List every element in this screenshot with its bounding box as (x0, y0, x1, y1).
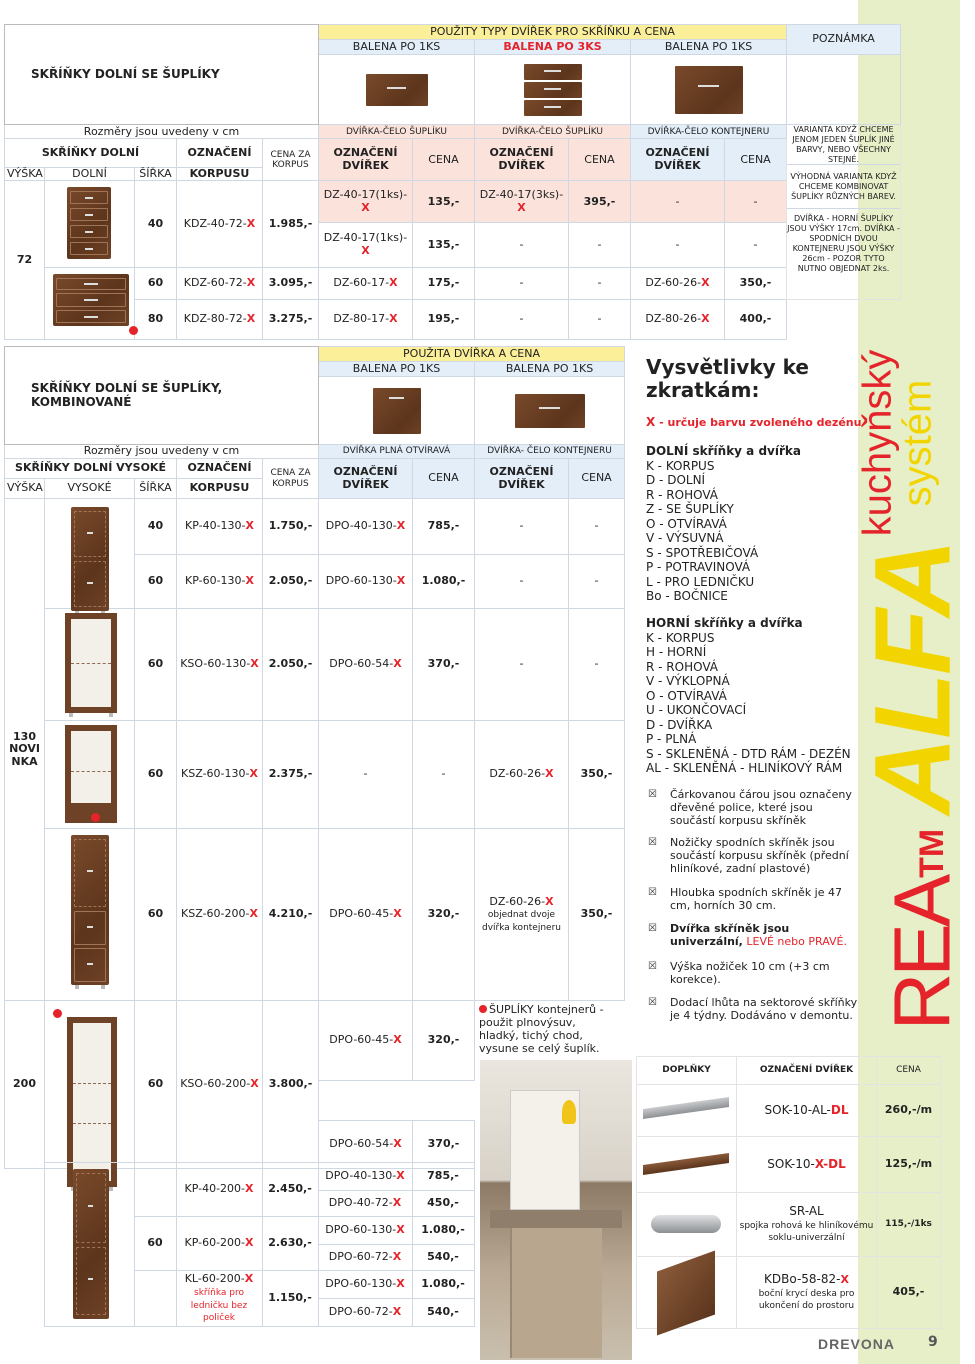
checkbox-icon: ☒ (648, 923, 657, 934)
dopl-r2-price: 115,-/1ks (877, 1193, 941, 1257)
t2-r0-p2: - (569, 499, 625, 555)
t2-r0-p1: 785,- (413, 499, 475, 555)
t1-r3-d2: - (475, 299, 569, 339)
legend-x: X - určuje barvu zvoleného dezénu (646, 415, 862, 429)
plinth-al-image (643, 1097, 729, 1119)
checkbox-icon: ☒ (648, 961, 657, 972)
cabinet-kso-130 (65, 613, 117, 713)
checkbox-icon: ☒ (648, 837, 657, 848)
t2-r3-p1: - (413, 721, 475, 829)
t1-r1-p1: 135,- (413, 223, 475, 267)
cabinet-kp-200 (73, 1169, 109, 1319)
t1-r0-d3: - (631, 181, 725, 223)
t1-col-a: DVÍŘKA-ČELO ŠUPLÍKU (319, 125, 475, 139)
drevona-logo: DREVONA (818, 1336, 896, 1352)
t3-r10-kp: 1.150,- (262, 1271, 318, 1327)
t2-r7-p1: 370,- (413, 1121, 475, 1169)
cabinet-ksz-200 (71, 835, 109, 985)
legend-note-2: ☒ Nožičky spodních skříněk jsou součástí korpusu skříněk (přední hliníkové, zadní plastové) (648, 836, 849, 875)
t1-cena-c: CENA (725, 139, 787, 181)
t2-r1-d1: DPO-60-130-X (319, 555, 413, 609)
t1-r1-p3: - (725, 223, 787, 267)
t1-r1-d1: DZ-40-17(1ks)-X (319, 223, 413, 267)
door-container (675, 66, 743, 114)
t1-r2-p1: 175,- (413, 267, 475, 299)
t2-vysoke: VYSOKÉ (45, 479, 135, 499)
t2-r5-p1: 320,- (413, 1001, 475, 1081)
t1-r3-kp: 3.275,- (263, 299, 319, 339)
t3-r8-d1: DPO-40-130-X (318, 1163, 412, 1191)
t1-dolni: DOLNÍ (45, 167, 135, 181)
checkbox-icon: ☒ (648, 789, 657, 800)
dopl-r0-name: SOK-10-AL-DL (737, 1085, 877, 1137)
t1-note-1: VARIANTA KDYŽ CHCEME JENOM JEDEN ŠUPLÍK JINÉ BARVY, NEBO VŠECHNY STEJNÉ. (787, 125, 900, 165)
t3-r8-p1: 785,- (412, 1163, 474, 1191)
plinth-x-image (643, 1153, 729, 1175)
page-number: 9 (928, 1334, 938, 1350)
t2-oznaceni: OZNAČENÍ (177, 459, 263, 479)
t2-r6-w: 60 (135, 1001, 177, 1169)
table-doplnky (636, 1056, 941, 1329)
t3-r10-k: KL-60-200-X skříňka pro ledničku bez poliček (176, 1271, 262, 1327)
t2-r1-p2: - (569, 555, 625, 609)
t2-balena-b: BALENA PO 1KS (475, 362, 625, 377)
t1-r1-d2: - (475, 223, 569, 267)
cabinet-kdz-40 (67, 187, 111, 259)
t2-r4-d1: DPO-60-45-X (319, 829, 413, 1001)
t1-height-72: 72 (5, 181, 45, 340)
t1-title: SKŘÍŇKY DOLNÍ SE ŠUPLÍKY (5, 25, 319, 125)
t1-r3-d1: DZ-80-17-X (319, 299, 413, 339)
t2-r0-kp: 1.750,- (263, 499, 319, 555)
t2-r7-d1: DPO-60-54-X (319, 1121, 413, 1169)
t2-title: SKŘÍŇKY DOLNÍ SE ŠUPLÍKY, KOMBINOVANÉ (5, 347, 319, 445)
t3-r10-p2: 540,- (412, 1299, 474, 1327)
t2-r6-k: KSO-60-200-X (177, 1001, 263, 1169)
t1-r2-d2: - (475, 267, 569, 299)
t3-r10-d2: DPO-60-72-X (318, 1299, 412, 1327)
kitchen-photo (480, 1060, 632, 1360)
t2-r1-kp: 2.050,- (263, 555, 319, 609)
dopl-r1-price: 125,-/m (877, 1137, 941, 1193)
dopl-r1-name: SOK-10-X-DL (737, 1137, 877, 1193)
t3-r9-p1: 1.080,- (412, 1217, 474, 1245)
t1-balena-3: BALENA PO 3KS (475, 40, 631, 55)
t2-r2-k: KSO-60-130-X (177, 609, 263, 721)
t2-r4-p2: 350,- (569, 829, 625, 1001)
t2-col-a: DVÍŘKA PLNÁ OTVÍRAVÁ (319, 445, 475, 459)
t1-r1-d3: - (631, 223, 725, 267)
table-vysoke-200 (4, 1162, 475, 1327)
t2-height-200: 200 (5, 1001, 45, 1169)
t3-r8-d2: DPO-40-72-X (318, 1191, 412, 1217)
t2-sirka: ŠÍŘKA (135, 479, 177, 499)
t3-r10-p1: 1.080,- (412, 1271, 474, 1299)
t1-r3-p2: - (569, 299, 631, 339)
t2-r2-d2: - (475, 609, 569, 721)
t1-ozn-c: OZNAČENÍ DVÍŘEK (631, 139, 725, 181)
t1-ozn-b: OZNAČENÍ DVÍŘEK (475, 139, 569, 181)
t1-cena-a: CENA (413, 139, 475, 181)
t2-r4-kp: 4.210,- (263, 829, 319, 1001)
t1-r3-w: 80 (135, 299, 177, 339)
t3-r8-p2: 450,- (412, 1191, 474, 1217)
side-panel-image (657, 1250, 715, 1335)
dopl-h3: CENA (877, 1057, 941, 1085)
t1-balena-1b: BALENA PO 1KS (631, 40, 787, 55)
t1-r0-d2: DZ-40-17(3ks)-X (475, 181, 569, 223)
legend-title: Vysvětlivky ke zkratkám: (646, 355, 809, 402)
t2-cena-b: CENA (569, 459, 625, 499)
t2-rozmery: Rozměry jsou uvedeny v cm (5, 445, 319, 459)
dopl-r3-name: KDBo-58-82-X boční krycí deska pro ukončení do prostoru (737, 1257, 877, 1329)
t1-sirka: ŠÍŘKA (135, 167, 177, 181)
t3-r9-kp: 2.630,- (262, 1217, 318, 1271)
t1-vyska: VÝŠKA (5, 167, 45, 181)
t1-r0-k: KDZ-40-72-X (177, 181, 263, 267)
t1-r3-d3: DZ-80-26-X (631, 299, 725, 339)
t2-r2-kp: 2.050,- (263, 609, 319, 721)
suplik-note: ŠUPLÍKY kontejnerů - použit plnovýsuv, hladký, tichý chod, vysune se celý šuplík. (479, 1003, 604, 1055)
t2-r3-d2: DZ-60-26-X (475, 721, 569, 829)
brand-logo (851, 349, 973, 1031)
marker-dot (129, 326, 138, 335)
legend-note-5: ☒ Výška nožiček 10 cm (+3 cm korekce). (648, 960, 830, 986)
legend-horni: HORNÍ skříňky a dvířka K - KORPUS H - HORNÍ R - ROHOVÁ V - VÝKLOPNÁ O - OTVÍRAVÁ U - UKONČOVACÍ D - DVÍŘKA P - PLNÁ S - SKLENĚNÁ - DTD RÁM - DEZÉN AL - SKLENĚNÁ - HLINÍKOVÝ RÁM (646, 616, 851, 775)
t2-r4-p1: 320,- (413, 829, 475, 1001)
door-container-2 (515, 394, 585, 428)
t1-note-3: DVÍŘKA - HORNÍ ŠUPLÍKY JSOU VÝŠKY 17cm. DVÍŘKA - SPODNÍCH DVOU KONTEJNERU JSOU VÝŠKY 26cm - POZOR TYTO NUTNO OBJEDNAT 2ks. (787, 214, 900, 274)
t1-r3-k: KDZ-80-72-X (177, 299, 263, 339)
t3-r9-d1: DPO-60-130-X (318, 1217, 412, 1245)
t1-r0-p1: 135,- (413, 181, 475, 223)
t1-r2-k: KDZ-60-72-X (177, 267, 263, 299)
t2-r3-kp: 2.375,- (263, 721, 319, 829)
t2-cena-za: CENA ZA KORPUS (263, 459, 319, 499)
t1-note-2: VÝHODNÁ VARIANTA KDYŽ CHCEME KOMBINOVAT ŠUPLÍKY RŮZNÝCH BAREV. (787, 165, 900, 209)
t2-r2-p1: 370,- (413, 609, 475, 721)
t3-r9-p2: 540,- (412, 1245, 474, 1271)
t2-col-b: DVÍŘKA- ČELO KONTEJNERU (475, 445, 625, 459)
t1-r2-d3: DZ-60-26-X (631, 267, 725, 299)
t1-rozmery: Rozměry jsou uvedeny v cm (5, 125, 319, 139)
brand-tm: TM (913, 828, 952, 878)
t2-r6-kp: 3.800,- (263, 1001, 319, 1169)
corner-joint-image (651, 1215, 721, 1233)
t2-ozn-b: OZNAČENÍ DVÍŘEK (475, 459, 569, 499)
t2-r3-w: 60 (135, 721, 177, 829)
checkbox-icon: ☒ (648, 887, 657, 898)
t2-r2-d1: DPO-60-54-X (319, 609, 413, 721)
t3-r8-kp: 2.450,- (262, 1163, 318, 1217)
marker-dot (91, 813, 100, 822)
t2-r3-p2: 350,- (569, 721, 625, 829)
t2-skrinky: SKŘÍŇKY DOLNÍ VYSOKÉ (5, 459, 177, 479)
t1-oznaceni: OZNAČENÍ (177, 139, 263, 167)
marker-dot (53, 1009, 62, 1018)
t1-r1-p2: - (569, 223, 631, 267)
t1-r2-w: 60 (135, 267, 177, 299)
t2-r1-d2: - (475, 555, 569, 609)
t2-vyska: VÝŠKA (5, 479, 45, 499)
legend-note-6: ☒ Dodací lhůta na sektorové skříňky je 4 týdny. Dodáváno v demontu. (648, 996, 858, 1022)
t2-r1-w: 60 (135, 555, 177, 609)
legend-note-3: ☒ Hloubka spodních skříněk je 47 cm, horních 30 cm. (648, 886, 842, 912)
brand-rea: REA (877, 877, 967, 1031)
t2-height-130: 130 NOVI NKA (5, 499, 45, 1001)
t1-note-header: POZNÁMKA (787, 25, 901, 55)
t2-r2-p2: - (569, 609, 625, 721)
dopl-r0-price: 260,-/m (877, 1085, 941, 1137)
brand-alfa: ALFA (851, 540, 973, 815)
t1-r0-d1: DZ-40-17(1ks)-X (319, 181, 413, 223)
t1-cena-b: CENA (569, 139, 631, 181)
t2-balena-a: BALENA PO 1KS (319, 362, 475, 377)
t2-r1-k: KP-60-130-X (177, 555, 263, 609)
t1-r2-p3: 350,- (725, 267, 787, 299)
checkbox-icon: ☒ (648, 997, 657, 1008)
t3-r8-k: KP-40-200-X (176, 1163, 262, 1217)
t2-r4-w: 60 (135, 829, 177, 1001)
t2-r2-w: 60 (135, 609, 177, 721)
t1-korpusu: KORPUSU (177, 167, 263, 181)
dopl-r3-price: 405,- (877, 1257, 941, 1329)
t1-col-b: DVÍŘKA-ČELO ŠUPLÍKU (475, 125, 631, 139)
t2-r5-d1: DPO-60-45-X (319, 1001, 413, 1081)
dopl-h2: OZNAČENÍ DVÍŘEK (737, 1057, 877, 1085)
t2-r0-d1: DPO-40-130-X (319, 499, 413, 555)
t1-r2-d1: DZ-60-17-X (319, 267, 413, 299)
legend-note-1: ☒ Čárkovanou čárou jsou označeny dřevěné police, které jsou součástí korpusu skříněk (648, 788, 852, 827)
legend-note-4: ☒ Dvířka skříněk jsou univerzální, LEVÉ nebo PRAVÉ. (648, 922, 847, 948)
t1-ozn-a: OZNAČENÍ DVÍŘEK (319, 139, 413, 181)
door-drawer-1 (366, 74, 428, 106)
t1-balena-1: BALENA PO 1KS (319, 40, 475, 55)
t3-r10-d1: DPO-60-130-X (318, 1271, 412, 1299)
legend-dolni: DOLNÍ skříňky a dvířka K - KORPUS D - DOLNÍ R - ROHOVÁ Z - SE ŠUPLÍKY O - OTVÍRAVÁ V - VÝSUVNÁ S - SPOTŘEBIČOVÁ P - POTRAVINOVÁ L - PRO LEDNIČKU Bo - BOČNICE (646, 444, 801, 603)
cabinet-kdz-60-80 (53, 274, 129, 326)
table-dolni-kombinovane (4, 346, 625, 1169)
door-drawer-3 (524, 64, 582, 116)
t2-r3-d1: - (319, 721, 413, 829)
t2-r1-p1: 1.080,- (413, 555, 475, 609)
t2-korpusu: KORPUSU (177, 479, 263, 499)
cabinet-ksz-130 (65, 725, 117, 823)
t2-r0-w: 40 (135, 499, 177, 555)
t3-r9-w: 60 (134, 1217, 176, 1271)
dopl-r2-name: SR-AL spojka rohová ke hliníkovému soklu-univerzální (737, 1193, 877, 1257)
t3-r9-k: KP-60-200-X (176, 1217, 262, 1271)
t2-r4-d2: DZ-60-26-X objednat dvoje dvířka kontejneru (475, 829, 569, 1001)
dopl-h1: DOPLŇKY (637, 1057, 737, 1085)
cabinet-kp-130 (71, 507, 109, 611)
door-full (373, 388, 421, 434)
t1-r3-p1: 195,- (413, 299, 475, 339)
t1-r0-p3: - (725, 181, 787, 223)
table-dolni-supliky (4, 24, 901, 340)
t1-r2-p2: - (569, 267, 631, 299)
t1-r0-p2: 395,- (569, 181, 631, 223)
t2-r3-k: KSZ-60-130-X (177, 721, 263, 829)
t2-cena-a: CENA (413, 459, 475, 499)
t1-cena-za: CENA ZA KORPUS (263, 139, 319, 181)
t2-r0-k: KP-40-130-X (177, 499, 263, 555)
t2-r0-d2: - (475, 499, 569, 555)
t1-types-header: POUŽITY TYPY DVÍŘEK PRO SKŘÍŇKU A CENA (319, 25, 787, 40)
t1-r0-w: 40 (135, 181, 177, 267)
t2-ozn-a: OZNAČENÍ DVÍŘEK (319, 459, 413, 499)
brand-sys: systém (895, 379, 940, 507)
brand-kuch: kuchyňský (855, 349, 900, 537)
t2-header: POUŽITA DVÍŘKA A CENA (319, 347, 625, 362)
t1-col-c: DVÍŘKA-ČELO KONTEJNERU (631, 125, 787, 139)
t1-skrinky: SKŘÍŇKY DOLNÍ (5, 139, 177, 167)
t2-r4-k: KSZ-60-200-X (177, 829, 263, 1001)
t1-r0-kp: 1.985,- (263, 181, 319, 267)
t3-r9-d2: DPO-60-72-X (318, 1245, 412, 1271)
t1-r3-p3: 400,- (725, 299, 787, 339)
t1-r2-kp: 3.095,- (263, 267, 319, 299)
